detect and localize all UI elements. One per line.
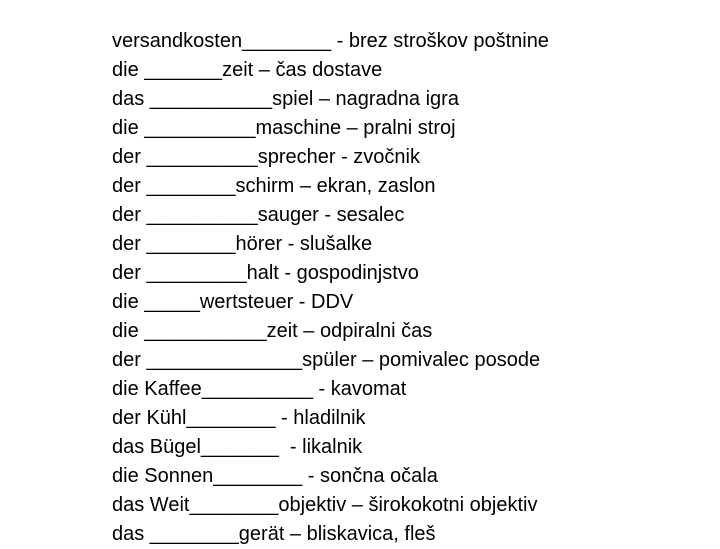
vocab-line-2: die _______zeit – čas dostave <box>112 59 383 81</box>
vocab-line-18: das ________gerät – bliskavica, fleš <box>112 523 436 545</box>
vocabulary-worksheet <box>112 27 712 549</box>
vocab-line-7: der __________sauger - sesalec <box>112 204 405 226</box>
vocab-line-10: die _____wertsteuer - DDV <box>112 291 354 313</box>
vocab-line-16: die Sonnen________ - sončna očala <box>112 465 438 487</box>
vocab-line-12: der ______________spüler – pomivalec posode <box>112 349 541 371</box>
vocab-line-15: das Bügel_______ - likalnik <box>112 436 363 458</box>
vocab-line-6: der ________schirm – ekran, zaslon <box>112 175 436 197</box>
vocab-line-13: die Kaffee__________ - kavomat <box>112 378 407 400</box>
vocab-line-1: versandkosten________ - brez stroškov poštnine <box>112 30 549 52</box>
vocab-line-4: die __________maschine – pralni stroj <box>112 117 456 139</box>
vocab-line-17: das Weit________objektiv – širokokotni objektiv <box>112 494 538 516</box>
vocab-line-3: das ___________spiel – nagradna igra <box>112 88 459 110</box>
vocab-line-11: die ___________zeit – odpiralni čas <box>112 320 433 342</box>
vocab-line-14: der Kühl________ - hladilnik <box>112 407 366 429</box>
vocab-line-9: der _________halt - gospodinjstvo <box>112 262 419 284</box>
vocab-line-5: der __________sprecher - zvočnik <box>112 146 420 168</box>
vocab-line-8: der ________hörer - slušalke <box>112 233 373 255</box>
